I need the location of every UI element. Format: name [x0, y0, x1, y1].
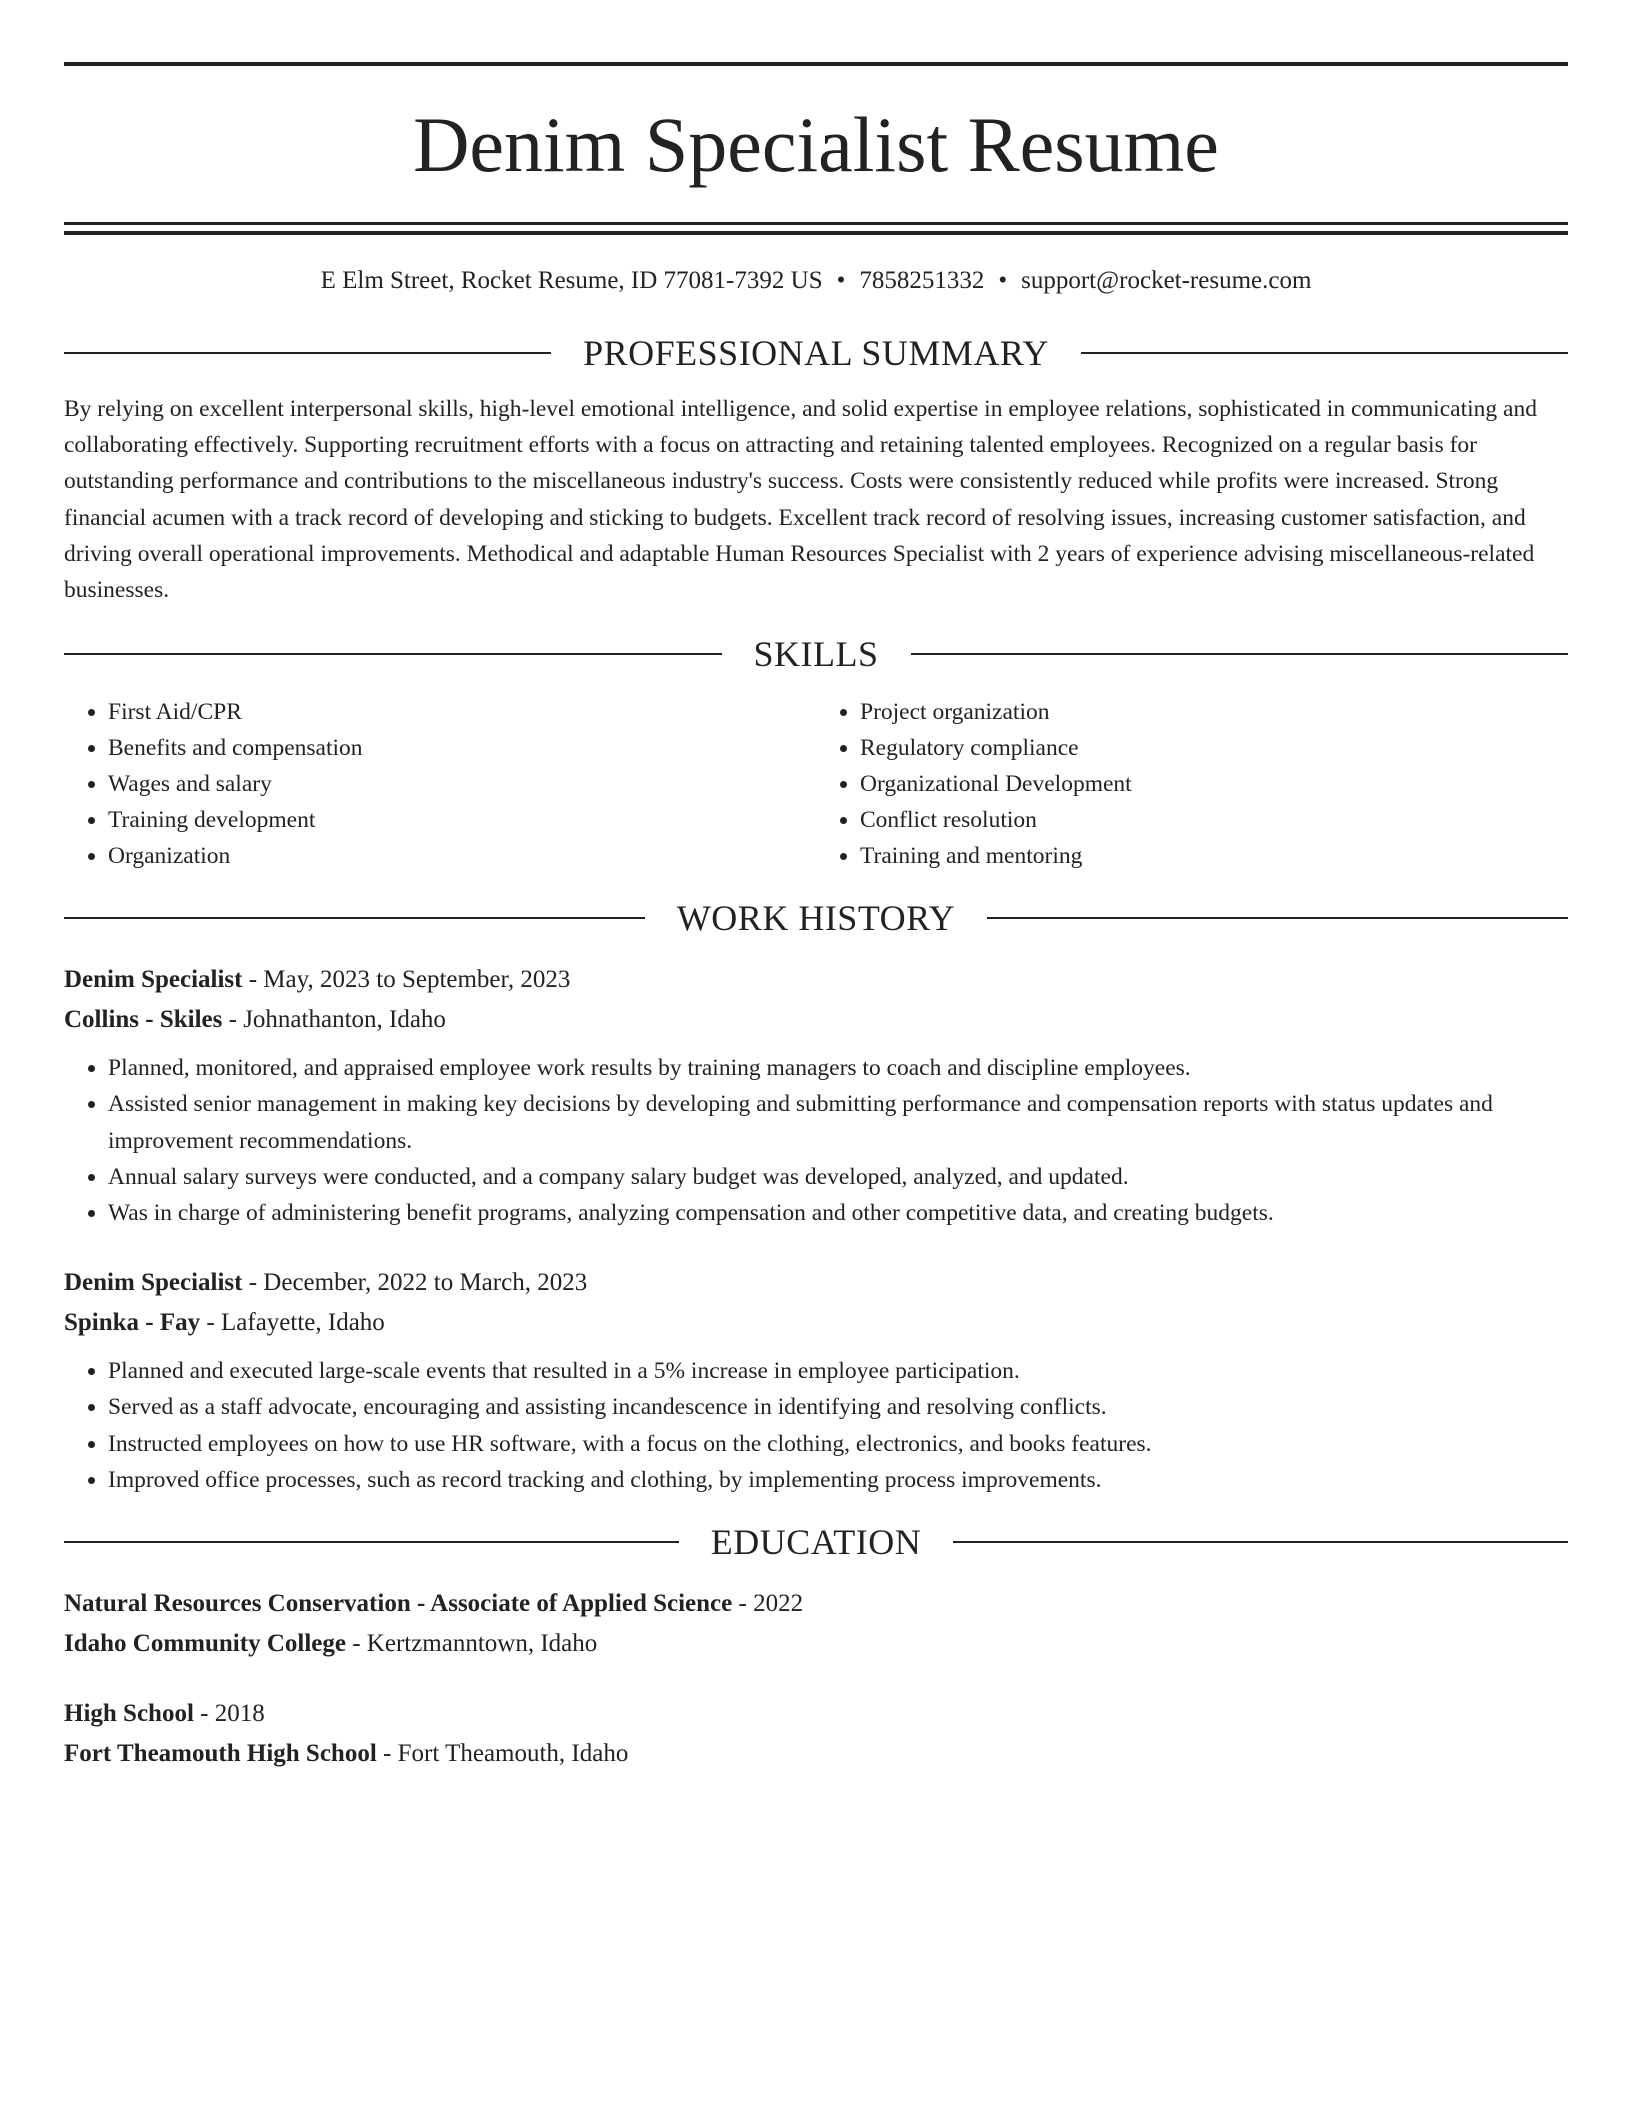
- section-rule: [64, 917, 645, 919]
- job-bullet: • Planned, monitored, and appraised employee work results by training managers to coach and discipline employees.: [108, 1050, 1568, 1086]
- job-title-line: [64, 1263, 1568, 1303]
- skills-list: [64, 694, 1568, 874]
- contact-phone: 7858251332: [859, 267, 985, 294]
- degree-line: [64, 1694, 1568, 1734]
- contact-separator: •: [998, 267, 1008, 294]
- job-bullets: [64, 1050, 1568, 1231]
- degree-year: - 2022: [732, 1590, 804, 1618]
- degree-year: - 2018: [193, 1700, 265, 1728]
- degree-name: Natural Resources Conservation - Associate of Applied Science: [64, 1590, 733, 1618]
- section-rule: [64, 352, 551, 354]
- school-location: - Fort Theamouth, Idaho: [376, 1740, 629, 1768]
- job-bullet: • Served as a staff advocate, encouraging and assisting incandescence in identifying and resolving conflicts.: [108, 1389, 1568, 1425]
- school-location: - Kertzmanntown, Idaho: [345, 1630, 598, 1658]
- job-dates: - December, 2022 to March, 2023: [242, 1269, 588, 1297]
- contact-address: E Elm Street, Rocket Resume, ID 77081-7392 US: [320, 267, 823, 294]
- company-location: - Johnathanton, Idaho: [222, 1006, 446, 1034]
- company-name: Spinka - Fay: [64, 1309, 201, 1337]
- section-title: SKILLS: [753, 634, 879, 675]
- section-header-education: [64, 1518, 1568, 1566]
- skill-item: • Benefits and compensation: [108, 730, 816, 766]
- section-title: EDUCATION: [710, 1522, 922, 1563]
- contact-email: support@rocket-resume.com: [1021, 267, 1312, 294]
- job-bullet: • Assisted senior management in making key decisions by developing and submitting performance and compensation reports with status updates and improvement recommendations.: [108, 1086, 1568, 1158]
- work-entry: [64, 1263, 1568, 1498]
- section-header-skills: [64, 630, 1568, 678]
- degree-name: High School: [64, 1700, 194, 1728]
- skill-item: • Organization: [108, 838, 816, 874]
- company-name: Collins - Skiles: [64, 1006, 223, 1034]
- job-bullet: • Planned and executed large-scale events that resulted in a 5% increase in employee participation.: [108, 1353, 1568, 1389]
- job-bullet: • Instructed employees on how to use HR software, with a focus on the clothing, electronics, and books features.: [108, 1426, 1568, 1462]
- skills-column-left: [64, 694, 816, 874]
- section-rule: [911, 653, 1569, 655]
- contact-line: [64, 263, 1568, 299]
- company-line: [64, 1000, 1568, 1040]
- school-name: Idaho Community College: [64, 1630, 346, 1658]
- resume-title: Denim Specialist Resume: [413, 101, 1219, 188]
- section-rule: [987, 917, 1568, 919]
- school-line: [64, 1734, 1568, 1774]
- skill-item: • Conflict resolution: [860, 802, 1568, 838]
- job-bullet: • Was in charge of administering benefit programs, analyzing compensation and other competitive data, and creating budgets.: [108, 1195, 1568, 1231]
- job-title: Denim Specialist: [64, 1269, 243, 1297]
- section-rule: [953, 1541, 1568, 1543]
- job-bullets: [64, 1353, 1568, 1498]
- skill-item: • Training development: [108, 802, 816, 838]
- section-header-work: [64, 894, 1568, 942]
- job-bullet: • Annual salary surveys were conducted, and a company salary budget was developed, analyzed, and updated.: [108, 1159, 1568, 1195]
- section-rule: [64, 653, 722, 655]
- school-name: Fort Theamouth High School: [64, 1740, 377, 1768]
- work-entry: [64, 960, 1568, 1231]
- section-header-summary: [64, 329, 1568, 377]
- company-line: [64, 1303, 1568, 1343]
- section-rule: [1081, 352, 1568, 354]
- skills-column-right: [816, 694, 1568, 874]
- summary-paragraph: By relying on excellent interpersonal skills, high-level emotional intelligence, and solid expertise in employee relations, sophisticated in communicating and collaborating effectively. Supporting recruitment efforts with a focus on attracting and retaining talented employees. Recognized on a regular basis for outstanding performance and contributions to the miscellaneous industry's success. Costs were consistently reduced while profits were increased. Strong financial acumen with a track record of developing and sticking to budgets. Excellent track record of resolving issues, increasing customer satisfaction, and driving overall operational improvements. Methodical and adaptable Human Resources Specialist with 2 years of experience advising miscellaneous-related businesses.: [64, 396, 1537, 604]
- education-entry: [64, 1694, 1568, 1774]
- company-location: - Lafayette, Idaho: [200, 1309, 385, 1337]
- education-entry: [64, 1584, 1568, 1664]
- section-title: PROFESSIONAL SUMMARY: [583, 333, 1049, 373]
- job-bullet: • Improved office processes, such as record tracking and clothing, by implementing process improvements.: [108, 1462, 1568, 1498]
- skill-item: • Organizational Development: [860, 766, 1568, 802]
- school-line: [64, 1624, 1568, 1664]
- skill-item: • Training and mentoring: [860, 838, 1568, 874]
- degree-line: [64, 1584, 1568, 1624]
- job-title-line: [64, 960, 1568, 1000]
- job-dates: - May, 2023 to September, 2023: [242, 966, 571, 994]
- section-rule: [64, 1541, 679, 1543]
- job-title: Denim Specialist: [64, 966, 243, 994]
- skill-item: • Regulatory compliance: [860, 730, 1568, 766]
- skill-item: • First Aid/CPR: [108, 694, 816, 730]
- skill-item: • Wages and salary: [108, 766, 816, 802]
- top-rule: [64, 62, 1568, 66]
- skill-item: • Project organization: [860, 694, 1568, 730]
- title-double-rule: [64, 222, 1568, 235]
- section-title: WORK HISTORY: [676, 898, 956, 939]
- contact-separator: •: [836, 267, 846, 294]
